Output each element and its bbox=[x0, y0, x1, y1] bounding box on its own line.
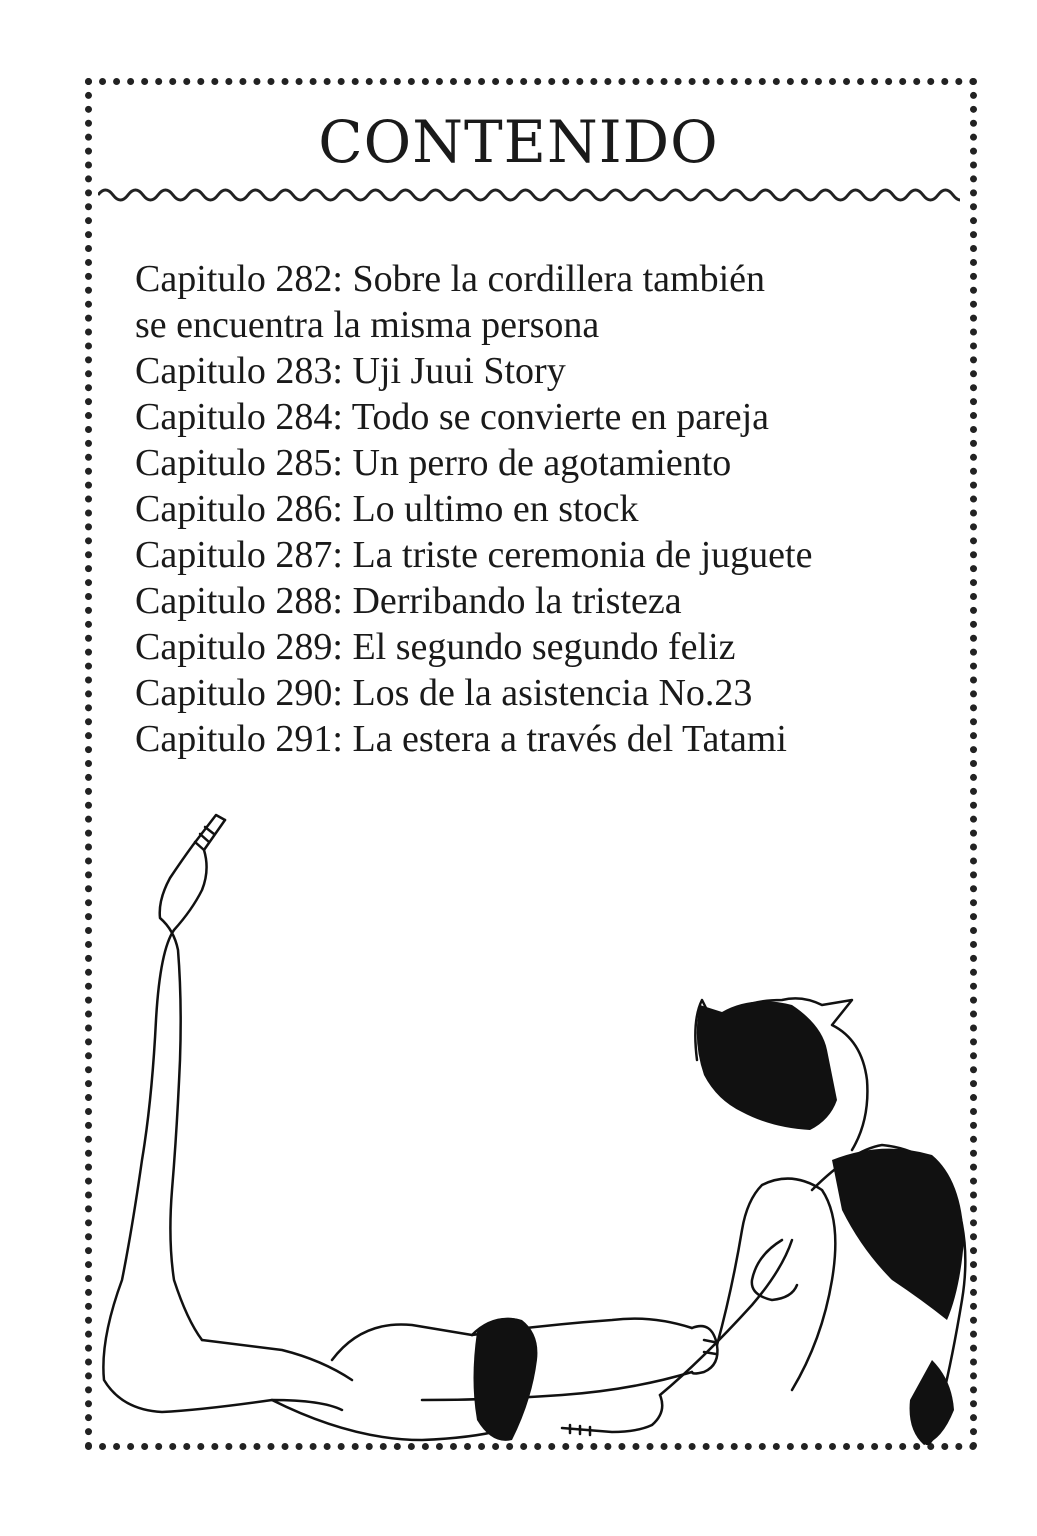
toc-entry-282: Capitulo 282: Sobre la cordillera también bbox=[135, 258, 766, 300]
table-of-contents bbox=[135, 256, 955, 762]
toc-entry-289: Capitulo 289: El segundo segundo feliz bbox=[135, 626, 736, 668]
toc-entry-287: Capitulo 287: La triste ceremonia de juguete bbox=[135, 534, 813, 576]
toc-entry-290: Capitulo 290: Los de la asistencia No.23 bbox=[135, 672, 753, 714]
page-title: CONTENIDO bbox=[318, 108, 719, 176]
toc-entry-283: Capitulo 283: Uji Juui Story bbox=[135, 350, 566, 392]
two-girls-stretching-illustration bbox=[92, 800, 970, 1445]
toc-entry-291: Capitulo 291: La estera a través del Tatami bbox=[135, 718, 787, 760]
wavy-line-icon bbox=[98, 183, 960, 207]
toc-entry-282-continued: se encuentra la misma persona bbox=[135, 304, 600, 346]
toc-entry-284: Capitulo 284: Todo se convierte en pareja bbox=[135, 396, 770, 438]
toc-entry-285: Capitulo 285: Un perro de agotamiento bbox=[135, 442, 732, 484]
toc-entry-288: Capitulo 288: Derribando la tristeza bbox=[135, 580, 682, 622]
toc-entry-286: Capitulo 286: Lo ultimo en stock bbox=[135, 488, 639, 530]
